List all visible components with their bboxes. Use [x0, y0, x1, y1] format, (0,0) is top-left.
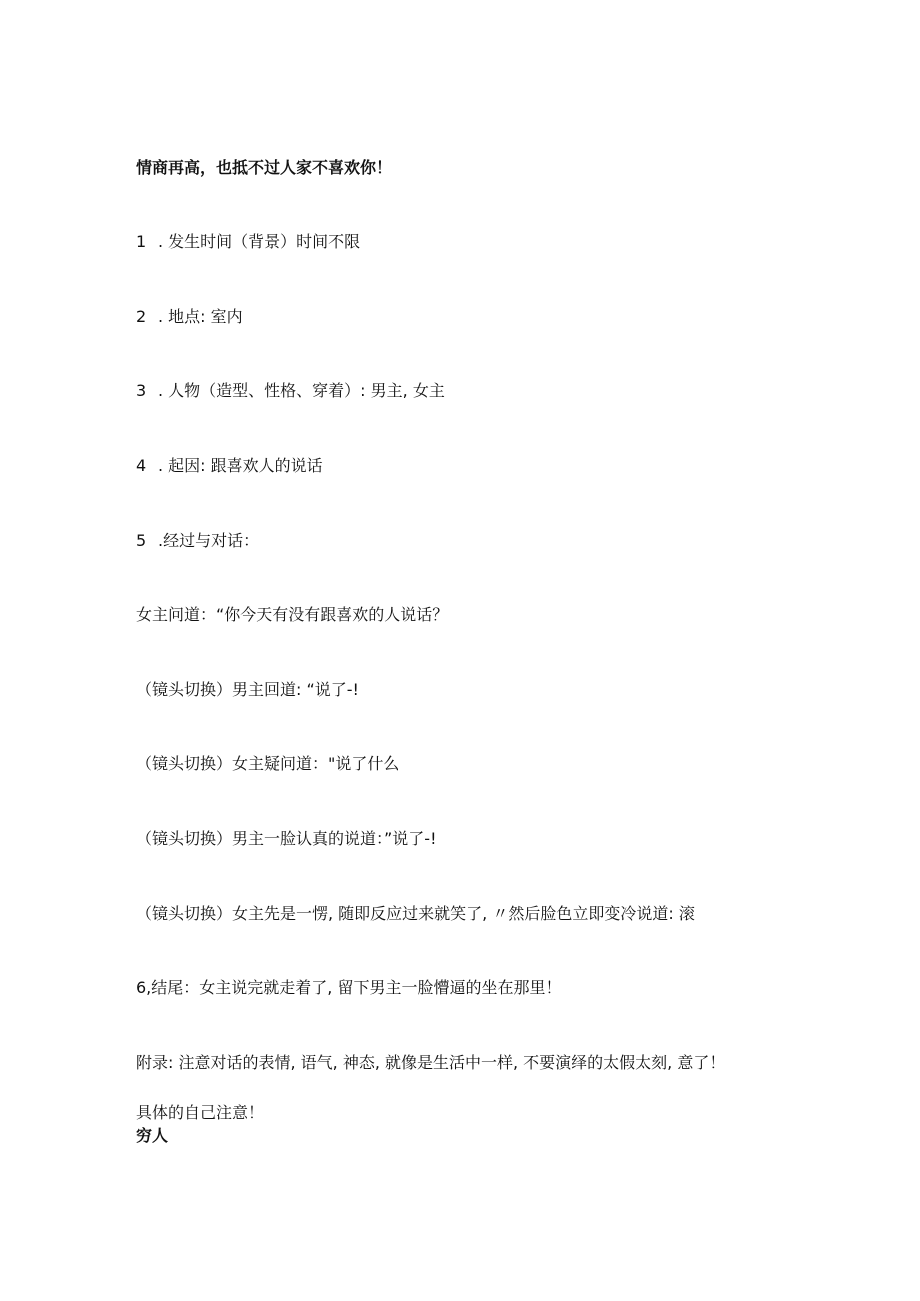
list-item-1: [136, 232, 360, 252]
dialogue-line: （镜头切换）女主先是一愣, 随即反应过来就笑了, 〃然后脸色立即变冷说道: 滚: [136, 904, 695, 923]
note-paragraph: 具体的自己注意！: [136, 1103, 265, 1122]
dialogue-line: 女主问道：“你今天有没有跟喜欢的人说话？: [136, 605, 449, 624]
list-item-text: . 发生时间（背景）时间不限: [158, 232, 361, 251]
list-item-3: [136, 381, 445, 401]
list-item-number: 5: [136, 531, 147, 550]
list-item-4: [136, 456, 323, 476]
document-title: 情商再高，也抵不过人家不喜欢你！: [136, 158, 393, 177]
list-item-2: [136, 307, 243, 327]
list-item-5: [136, 531, 259, 551]
list-item-number: 2: [136, 307, 147, 326]
list-item-number: 4: [136, 456, 147, 475]
list-item-number: 3: [136, 381, 147, 400]
dialogue-line: （镜头切换）男主回道: “说了-!: [136, 680, 359, 699]
list-item-text: .经过与对话：: [158, 531, 260, 550]
list-item-text: . 起因: 跟喜欢人的说话: [158, 456, 323, 475]
ending-paragraph: 6,结尾：女主说完就走着了, 留下男主一脸懵逼的坐在那里！: [136, 978, 562, 997]
list-item-text: . 地点: 室内: [158, 307, 243, 326]
appendix-paragraph: 附录: 注意对话的表情, 语气, 神态, 就像是生活中一样, 不要演绎的太假太刻, 意了！: [136, 1053, 726, 1072]
dialogue-line: （镜头切换）女主疑问道："说了什么: [136, 754, 400, 773]
list-item-number: 1: [136, 232, 147, 251]
list-item-text: . 人物（造型、性格、穿着）: 男主, 女主: [158, 381, 445, 400]
dialogue-line: （镜头切换）男主一脸认真的说道：”说了-!: [136, 829, 437, 848]
footer-title: 穷人: [136, 1126, 169, 1145]
